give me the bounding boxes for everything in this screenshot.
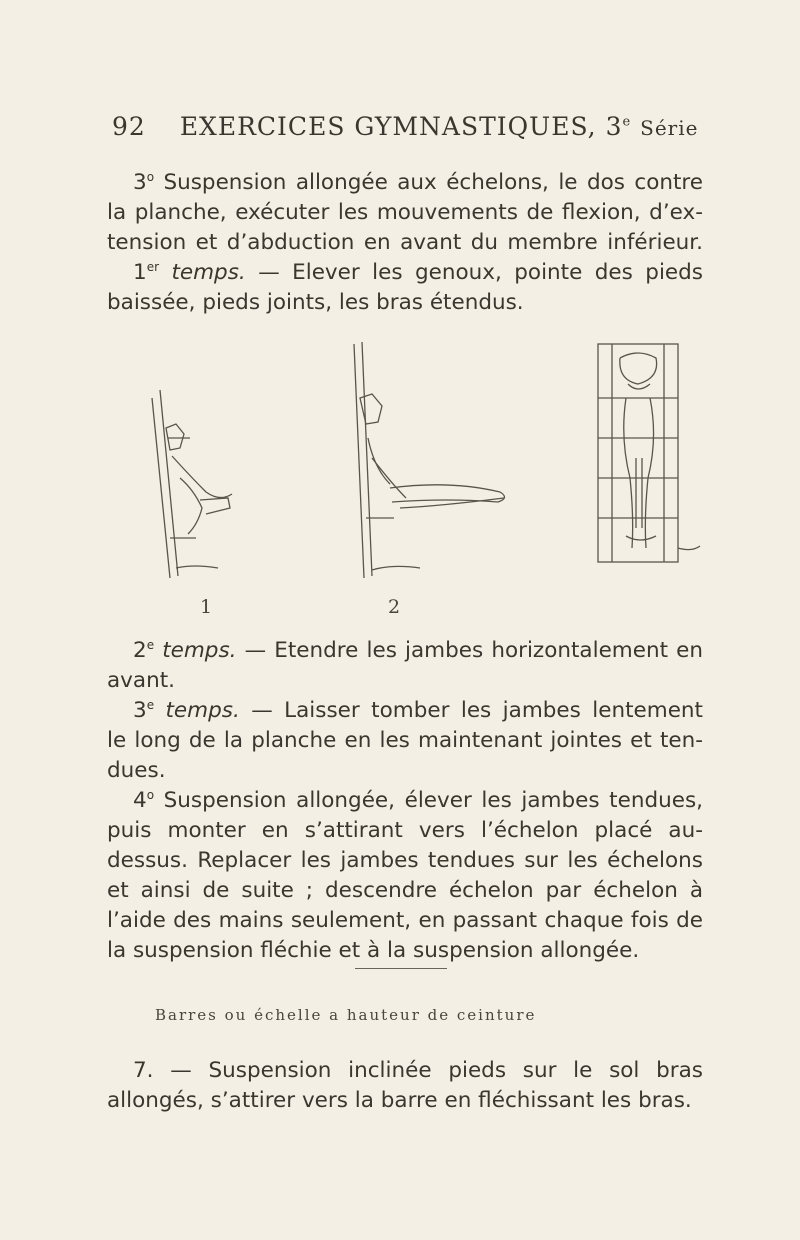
text-line: Suspension allongée aux échelons, le dos contre	[154, 170, 703, 195]
step-label: temps.	[154, 638, 237, 663]
figure-1-drawing	[152, 390, 232, 578]
paragraph-7	[107, 1056, 703, 1116]
step-number: 3	[133, 698, 147, 723]
step-number: 2	[133, 638, 147, 663]
header-title: EXERCICES GYMNASTIQUES, 3	[179, 112, 623, 141]
section-heading	[155, 1006, 655, 1024]
step-number: 1	[133, 260, 147, 285]
figure-label-1: 1	[200, 596, 213, 618]
text-line: 7. — Suspension inclinée pieds sur le sol bras	[133, 1058, 703, 1083]
step-number-sup: e	[146, 697, 155, 712]
item-number: 4	[133, 788, 147, 813]
section-heading-text: Barres ou échelle a hauteur de ceinture	[155, 1006, 537, 1024]
paragraph-temps-2	[107, 636, 703, 696]
text-line: le long de la planche en les maintenant jointes et ten-	[107, 728, 703, 753]
text-line: dues.	[107, 758, 166, 783]
item-number: 3	[133, 170, 147, 195]
header-title-sup: e	[622, 114, 632, 130]
step-number-sup: er	[146, 259, 160, 274]
page-number: 92	[112, 112, 146, 141]
section-divider	[355, 968, 447, 969]
text-line: — Laisser tomber les jambes lentement	[239, 698, 703, 723]
figure-3-drawing	[598, 344, 700, 562]
illustration-figures	[150, 338, 710, 628]
figure-label-2: 2	[388, 596, 401, 618]
text-line: Suspension allongée, élever les jambes tendues,	[154, 788, 703, 813]
item-number-sup: o	[146, 169, 155, 184]
figure-2-drawing	[354, 342, 505, 578]
text-line: avant.	[107, 668, 175, 693]
text-line: la planche, exécuter les mouvements de flexion, d’ex-	[107, 200, 703, 225]
text-line: la suspension fléchie et à la suspension allongée.	[107, 938, 640, 963]
paragraph-temps-3	[107, 696, 703, 786]
step-label: temps.	[159, 260, 246, 285]
paragraph-4-suspension	[107, 786, 703, 966]
text-line: — Etendre les jambes horizontalement en	[236, 638, 704, 663]
gymnastics-illustration	[150, 338, 710, 628]
text-line: allongés, s’attirer vers la barre en fléchissant les bras.	[107, 1088, 692, 1113]
step-number-sup: e	[146, 637, 155, 652]
step-label: temps.	[154, 698, 240, 723]
text-line: — Elever les genoux, pointe des pieds	[245, 260, 703, 285]
text-line: dessus. Replacer les jambes tendues sur les échelons	[107, 848, 703, 873]
running-header	[112, 112, 702, 141]
header-series: Série	[640, 116, 699, 140]
text-line: et ainsi de suite ; descendre échelon par échelon à	[107, 878, 703, 903]
text-line: puis monter en s’attirant vers l’échelon placé au-	[107, 818, 703, 843]
text-line: l’aide des mains seulement, en passant chaque fois de	[107, 908, 703, 933]
text-line: tension et d’abduction en avant du membre inférieur.	[107, 230, 703, 255]
paragraph-3-suspension	[107, 168, 703, 318]
text-line: baissée, pieds joints, les bras étendus.	[107, 290, 524, 315]
item-number-sup: o	[146, 787, 155, 802]
